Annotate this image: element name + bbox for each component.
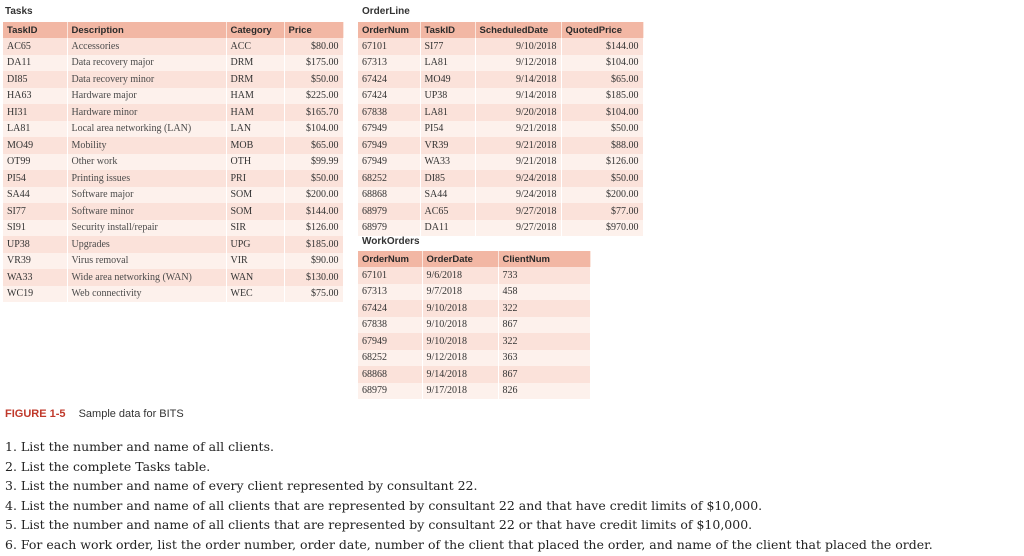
orderline-cell: $970.00 bbox=[561, 220, 643, 237]
tasks-cell: MO49 bbox=[3, 137, 67, 154]
workorders-column-header: OrderDate bbox=[422, 251, 498, 267]
tasks-table-title: Tasks bbox=[5, 6, 33, 17]
orderline-cell: $104.00 bbox=[561, 55, 643, 72]
table-row bbox=[358, 267, 590, 284]
table-row bbox=[3, 220, 343, 237]
tasks-cell: WAN bbox=[226, 269, 284, 286]
tasks-cell: Local area networking (LAN) bbox=[67, 121, 226, 138]
tasks-cell: DRM bbox=[226, 55, 284, 72]
tasks-cell: $65.00 bbox=[284, 137, 343, 154]
tasks-cell: $90.00 bbox=[284, 253, 343, 270]
workorders-column-header: OrderNum bbox=[358, 251, 422, 267]
tasks-cell: $80.00 bbox=[284, 38, 343, 55]
table-row bbox=[3, 38, 343, 55]
table-row bbox=[3, 137, 343, 154]
question-item: 5. List the number and name of all clients that are represented by consultant 22 or that have credit limits of $10,000. bbox=[5, 517, 753, 533]
tasks-cell: SI77 bbox=[3, 203, 67, 220]
tasks-cell: UPG bbox=[226, 236, 284, 253]
orderline-column-header: OrderNum bbox=[358, 22, 420, 38]
orderline-cell: 9/21/2018 bbox=[475, 137, 561, 154]
orderline-cell: $185.00 bbox=[561, 88, 643, 105]
tasks-cell: DI85 bbox=[3, 71, 67, 88]
tasks-cell: $104.00 bbox=[284, 121, 343, 138]
tasks-cell: $99.99 bbox=[284, 154, 343, 171]
tasks-cell: Wide area networking (WAN) bbox=[67, 269, 226, 286]
workorders-cell: 68868 bbox=[358, 366, 422, 383]
orderline-table bbox=[358, 22, 644, 236]
tasks-cell: WEC bbox=[226, 286, 284, 303]
tasks-cell: WA33 bbox=[3, 269, 67, 286]
tasks-cell: Virus removal bbox=[67, 253, 226, 270]
tasks-cell: PRI bbox=[226, 170, 284, 187]
workorders-cell: 67838 bbox=[358, 317, 422, 334]
workorders-cell: 322 bbox=[498, 333, 590, 350]
tasks-cell: Mobility bbox=[67, 137, 226, 154]
table-row bbox=[358, 71, 643, 88]
tasks-cell: $165.70 bbox=[284, 104, 343, 121]
table-row bbox=[3, 154, 343, 171]
tasks-cell: $126.00 bbox=[284, 220, 343, 237]
workorders-cell: 322 bbox=[498, 300, 590, 317]
tasks-cell: Hardware minor bbox=[67, 104, 226, 121]
tasks-cell: DA11 bbox=[3, 55, 67, 72]
table-row bbox=[358, 38, 643, 55]
workorders-cell: 458 bbox=[498, 284, 590, 301]
question-item: 2. List the complete Tasks table. bbox=[5, 458, 211, 474]
tasks-cell: Accessories bbox=[67, 38, 226, 55]
tasks-cell: SI91 bbox=[3, 220, 67, 237]
table-row bbox=[3, 170, 343, 187]
workorders-cell: 67949 bbox=[358, 333, 422, 350]
tasks-cell: $175.00 bbox=[284, 55, 343, 72]
workorders-cell: 867 bbox=[498, 366, 590, 383]
tasks-table bbox=[3, 22, 344, 302]
tasks-cell: LA81 bbox=[3, 121, 67, 138]
tasks-cell: $200.00 bbox=[284, 187, 343, 204]
workorders-table bbox=[358, 251, 591, 399]
orderline-cell: 68979 bbox=[358, 203, 420, 220]
table-row bbox=[3, 187, 343, 204]
workorders-cell: 67313 bbox=[358, 284, 422, 301]
tasks-cell: $130.00 bbox=[284, 269, 343, 286]
workorders-cell: 733 bbox=[498, 267, 590, 284]
table-row bbox=[3, 121, 343, 138]
orderline-cell: 67424 bbox=[358, 88, 420, 105]
tasks-cell: VR39 bbox=[3, 253, 67, 270]
orderline-cell: AC65 bbox=[420, 203, 475, 220]
orderline-cell: 67949 bbox=[358, 154, 420, 171]
table-row bbox=[358, 170, 643, 187]
table-row bbox=[358, 300, 590, 317]
orderline-cell: $50.00 bbox=[561, 170, 643, 187]
tasks-cell: PI54 bbox=[3, 170, 67, 187]
table-row bbox=[3, 71, 343, 88]
table-row bbox=[3, 203, 343, 220]
exercise-questions bbox=[5, 437, 1015, 555]
orderline-cell: 67949 bbox=[358, 121, 420, 138]
orderline-cell: 68979 bbox=[358, 220, 420, 237]
orderline-column-header: TaskID bbox=[420, 22, 475, 38]
tasks-cell: HAM bbox=[226, 104, 284, 121]
orderline-cell: MO49 bbox=[420, 71, 475, 88]
workorders-cell: 9/7/2018 bbox=[422, 284, 498, 301]
tasks-cell: $144.00 bbox=[284, 203, 343, 220]
question-item: 6. For each work order, list the order number, order date, number of the client that placed the order, and name of the client that placed the order. bbox=[5, 536, 933, 552]
orderline-table-title: OrderLine bbox=[362, 6, 410, 17]
tasks-cell: Other work bbox=[67, 154, 226, 171]
table-row bbox=[358, 121, 643, 138]
tasks-cell: HAM bbox=[226, 88, 284, 105]
table-row bbox=[358, 154, 643, 171]
table-row bbox=[358, 104, 643, 121]
orderline-cell: LA81 bbox=[420, 104, 475, 121]
question-item: 1. List the number and name of all clients. bbox=[5, 439, 274, 454]
workorders-cell: 9/14/2018 bbox=[422, 366, 498, 383]
orderline-cell: VR39 bbox=[420, 137, 475, 154]
table-row bbox=[3, 236, 343, 253]
orderline-cell: 67101 bbox=[358, 38, 420, 55]
tasks-cell: Web connectivity bbox=[67, 286, 226, 303]
tasks-column-header: Category bbox=[226, 22, 284, 38]
table-row bbox=[3, 253, 343, 270]
orderline-cell: PI54 bbox=[420, 121, 475, 138]
workorders-cell: 9/17/2018 bbox=[422, 383, 498, 400]
workorders-column-header: ClientNum bbox=[498, 251, 590, 267]
tasks-cell: DRM bbox=[226, 71, 284, 88]
table-row bbox=[358, 383, 590, 400]
orderline-cell: DA11 bbox=[420, 220, 475, 237]
tasks-cell: ACC bbox=[226, 38, 284, 55]
workorders-cell: 68252 bbox=[358, 350, 422, 367]
table-row bbox=[3, 269, 343, 286]
tasks-cell: Upgrades bbox=[67, 236, 226, 253]
orderline-cell: $144.00 bbox=[561, 38, 643, 55]
tasks-cell: $50.00 bbox=[284, 170, 343, 187]
workorders-cell: 67101 bbox=[358, 267, 422, 284]
orderline-cell: $126.00 bbox=[561, 154, 643, 171]
tasks-cell: Printing issues bbox=[67, 170, 226, 187]
orderline-cell: $77.00 bbox=[561, 203, 643, 220]
tasks-cell: LAN bbox=[226, 121, 284, 138]
table-row bbox=[358, 55, 643, 72]
tasks-cell: OTH bbox=[226, 154, 284, 171]
tasks-cell: $75.00 bbox=[284, 286, 343, 303]
orderline-cell: 9/27/2018 bbox=[475, 220, 561, 237]
tasks-cell: WC19 bbox=[3, 286, 67, 303]
tasks-cell: $225.00 bbox=[284, 88, 343, 105]
workorders-cell: 867 bbox=[498, 317, 590, 334]
orderline-cell: WA33 bbox=[420, 154, 475, 171]
table-row bbox=[358, 187, 643, 204]
orderline-cell: 67949 bbox=[358, 137, 420, 154]
figure-caption-text: Sample data for BITS bbox=[78, 408, 184, 420]
tasks-cell: SA44 bbox=[3, 187, 67, 204]
figure-caption bbox=[5, 408, 184, 420]
workorders-cell: 363 bbox=[498, 350, 590, 367]
workorders-header-row bbox=[358, 251, 590, 267]
question-item: 3. List the number and name of every client represented by consultant 22. bbox=[5, 478, 478, 494]
table-row bbox=[3, 286, 343, 303]
table-row bbox=[358, 317, 590, 334]
table-row bbox=[3, 88, 343, 105]
orderline-cell: 68868 bbox=[358, 187, 420, 204]
figure-number: FIGURE 1-5 bbox=[5, 408, 66, 420]
tasks-cell: SOM bbox=[226, 187, 284, 204]
table-row bbox=[358, 284, 590, 301]
workorders-cell: 9/6/2018 bbox=[422, 267, 498, 284]
tasks-cell: VIR bbox=[226, 253, 284, 270]
tasks-cell: $50.00 bbox=[284, 71, 343, 88]
orderline-cell: 68252 bbox=[358, 170, 420, 187]
tasks-cell: OT99 bbox=[3, 154, 67, 171]
orderline-cell: 9/20/2018 bbox=[475, 104, 561, 121]
orderline-cell: 67424 bbox=[358, 71, 420, 88]
table-row bbox=[3, 55, 343, 72]
table-row bbox=[358, 220, 643, 237]
orderline-cell: $88.00 bbox=[561, 137, 643, 154]
tasks-cell: Software major bbox=[67, 187, 226, 204]
tasks-cell: AC65 bbox=[3, 38, 67, 55]
orderline-header-row bbox=[358, 22, 643, 38]
table-row bbox=[358, 203, 643, 220]
workorders-cell: 9/10/2018 bbox=[422, 317, 498, 334]
question-item: 4. List the number and name of all clients that are represented by consultant 22 and that have credit limits of $10,000. bbox=[5, 497, 763, 513]
workorders-cell: 9/10/2018 bbox=[422, 333, 498, 350]
tasks-cell: Data recovery minor bbox=[67, 71, 226, 88]
orderline-cell: 9/24/2018 bbox=[475, 170, 561, 187]
tasks-cell: HA63 bbox=[3, 88, 67, 105]
orderline-cell: 67313 bbox=[358, 55, 420, 72]
orderline-cell: 9/14/2018 bbox=[475, 71, 561, 88]
orderline-cell: 9/27/2018 bbox=[475, 203, 561, 220]
orderline-cell: SI77 bbox=[420, 38, 475, 55]
orderline-cell: $200.00 bbox=[561, 187, 643, 204]
workorders-cell: 826 bbox=[498, 383, 590, 400]
tasks-column-header: Description bbox=[67, 22, 226, 38]
tasks-column-header: TaskID bbox=[3, 22, 67, 38]
orderline-cell: $65.00 bbox=[561, 71, 643, 88]
tasks-cell: Security install/repair bbox=[67, 220, 226, 237]
workorders-cell: 67424 bbox=[358, 300, 422, 317]
tasks-cell: Data recovery major bbox=[67, 55, 226, 72]
tasks-cell: Hardware major bbox=[67, 88, 226, 105]
orderline-cell: 9/14/2018 bbox=[475, 88, 561, 105]
table-row bbox=[358, 333, 590, 350]
orderline-cell: 9/12/2018 bbox=[475, 55, 561, 72]
tasks-cell: $185.00 bbox=[284, 236, 343, 253]
tasks-cell: UP38 bbox=[3, 236, 67, 253]
orderline-cell: LA81 bbox=[420, 55, 475, 72]
orderline-column-header: QuotedPrice bbox=[561, 22, 643, 38]
orderline-cell: 9/21/2018 bbox=[475, 154, 561, 171]
orderline-cell: UP38 bbox=[420, 88, 475, 105]
orderline-cell: 67838 bbox=[358, 104, 420, 121]
orderline-cell: DI85 bbox=[420, 170, 475, 187]
table-row bbox=[3, 104, 343, 121]
table-row bbox=[358, 137, 643, 154]
tasks-cell: HI31 bbox=[3, 104, 67, 121]
workorders-cell: 9/12/2018 bbox=[422, 350, 498, 367]
workorders-cell: 9/10/2018 bbox=[422, 300, 498, 317]
tasks-header-row bbox=[3, 22, 343, 38]
table-row bbox=[358, 88, 643, 105]
tasks-cell: SIR bbox=[226, 220, 284, 237]
table-row bbox=[358, 366, 590, 383]
workorders-cell: 68979 bbox=[358, 383, 422, 400]
orderline-cell: SA44 bbox=[420, 187, 475, 204]
table-row bbox=[358, 350, 590, 367]
tasks-cell: MOB bbox=[226, 137, 284, 154]
tasks-column-header: Price bbox=[284, 22, 343, 38]
orderline-column-header: ScheduledDate bbox=[475, 22, 561, 38]
orderline-cell: 9/21/2018 bbox=[475, 121, 561, 138]
workorders-table-title: WorkOrders bbox=[362, 236, 420, 247]
orderline-cell: 9/10/2018 bbox=[475, 38, 561, 55]
tasks-cell: SOM bbox=[226, 203, 284, 220]
tasks-cell: Software minor bbox=[67, 203, 226, 220]
orderline-cell: $50.00 bbox=[561, 121, 643, 138]
orderline-cell: 9/24/2018 bbox=[475, 187, 561, 204]
orderline-cell: $104.00 bbox=[561, 104, 643, 121]
